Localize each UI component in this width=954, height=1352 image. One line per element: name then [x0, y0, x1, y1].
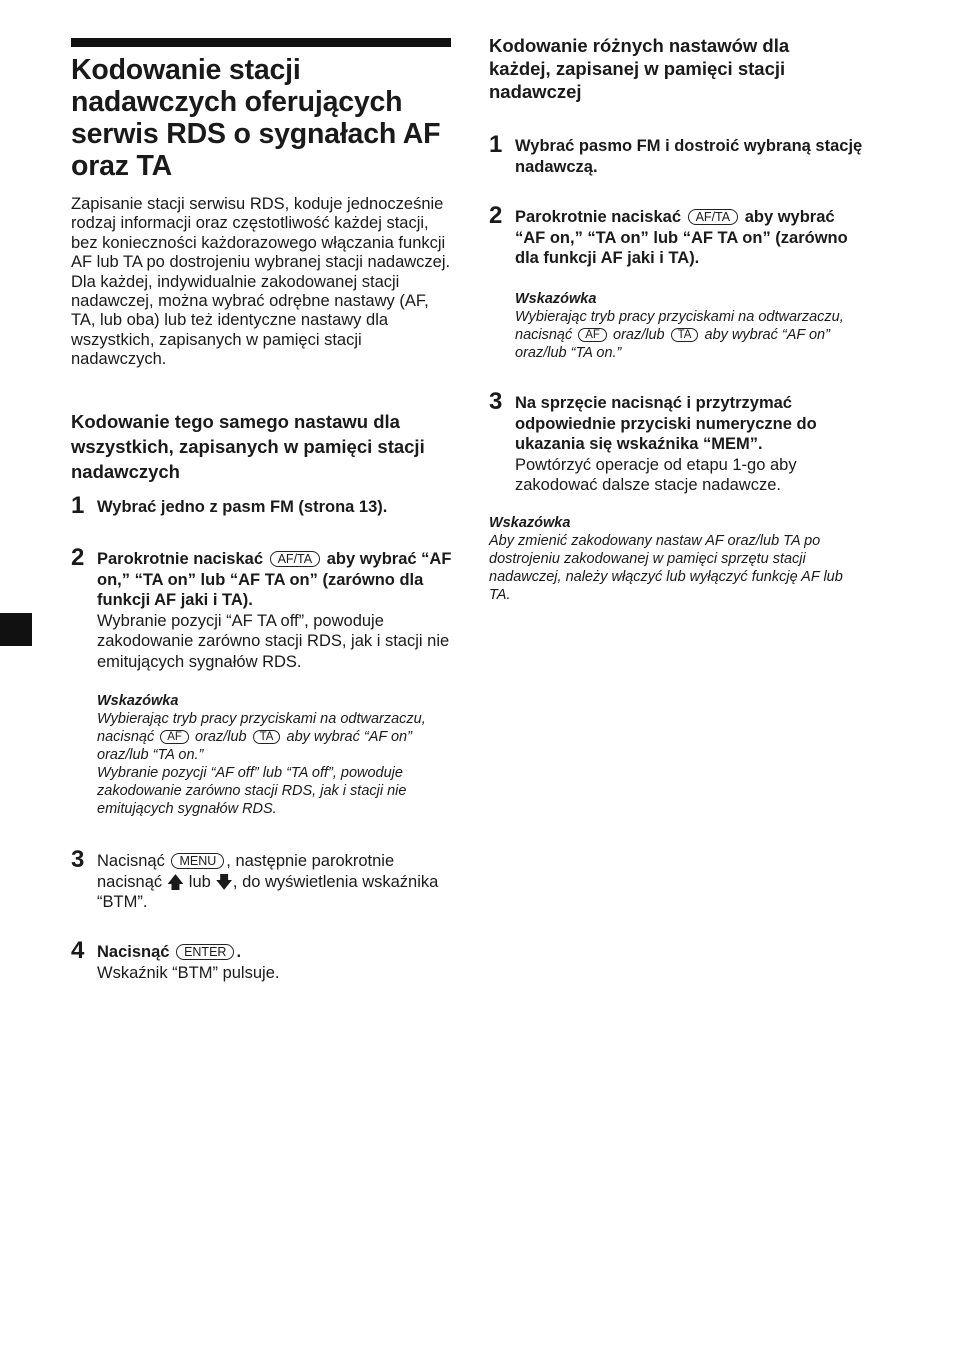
step-number: 1 [489, 131, 503, 158]
step-4 [71, 937, 455, 983]
step-instruction: Parokrotnie naciskać [515, 208, 681, 226]
step-instruction-cont: , następnie parokrotnie nacisnąć [97, 852, 395, 891]
step-1 [489, 131, 869, 177]
step-3 [71, 846, 455, 913]
step-instruction-cont: aby wybrać “AF on,” “TA on” lub “AF TA on” (zarówno dla funkcji AF jaki i TA). [515, 208, 848, 267]
step-instruction: Parokrotnie naciskać [97, 550, 263, 568]
af-ta-button: AF/TA [688, 209, 739, 225]
punctuation: . [236, 943, 242, 961]
step-instruction: Na sprzęcie nacisnąć i przytrzymać odpowiednie przyciski numeryczne do ukazania się wskaźnika “MEM”. [515, 394, 817, 453]
step-2 [71, 544, 455, 672]
arrow-down-icon: 🡇 [215, 872, 233, 892]
step-instruction: Wybrać jedno z pasm FM (strona 13). [97, 498, 388, 516]
section-heading-same-setting: Kodowanie tego samego nastawu dla wszystkich, zapisanych w pamięci stacji nadawczych [71, 411, 425, 482]
tip-title: Wskazówka [515, 291, 597, 307]
step-number: 3 [71, 846, 85, 873]
section-heading-different-settings: Kodowanie różnych nastawów dla każdej, zapisanej w pamięci stacji nadawczej [489, 35, 790, 102]
intro-paragraph: Zapisanie stacji serwisu RDS, koduje jednocześnie rodzaj informacji oraz częstotliwość każdej stacji, bez konieczności każdorazowego włączania funkcji AF lub TA po dostrojeniu wybranej stacji nadawczej. Dla każdej, indywidualnie zakodowanej stacji nadawczej, można wybrać odrębne nastawy (AF, TA, lub oba) lub też identyczne nastawy dla wszystkich, zapisanych w pamięci stacji nadawczych. [71, 195, 451, 369]
step-instruction-cont: aby wybrać “AF on,” “TA on” lub “AF TA on” (zarówno dla funkcji AF jaki i TA). [97, 550, 452, 609]
step-number: 3 [489, 388, 503, 415]
tip-text: oraz/lub [195, 729, 247, 745]
step-note: Powtórzyć operacje od etapu 1-go aby zakodować dalsze stacje nadawcze. [515, 455, 797, 494]
tip-box [515, 290, 865, 362]
page-title: Kodowanie stacji nadawczych oferujących serwis RDS o sygnałach AF oraz TA [71, 54, 441, 182]
step-number: 4 [71, 937, 85, 964]
step-number: 1 [71, 492, 85, 519]
step-instruction: Nacisnąć [97, 943, 170, 961]
step-1 [71, 492, 455, 519]
tip-text: Aby zmienić zakodowany nastaw AF oraz/lub TA po dostrojeniu zakodowanej w pamięci sprzętu stacji nadawczej, należy włączyć lub wyłączyć funkcję AF lub TA. [489, 533, 843, 603]
tip-text: Wybierając tryb pracy przyciskami na odtwarzaczu, nacisnąć [515, 309, 844, 343]
tip-title: Wskazówka [489, 515, 571, 531]
ta-button: TA [671, 328, 699, 342]
tip-title: Wskazówka [97, 693, 179, 709]
arrow-up-icon: 🡅 [166, 872, 185, 892]
tip-text: Wybranie pozycji “AF off” lub “TA off”, powoduje zakodowanie zarówno stacji RDS, jak i stacji nie emitujących sygnałów RDS. [97, 765, 407, 817]
tip-box [489, 514, 864, 604]
step-instruction-cont: , do wyświetlenia wskaźnika “BTM”. [97, 872, 439, 911]
title-rule [71, 38, 451, 47]
step-instruction-cont: lub [188, 872, 211, 891]
tip-text: Wybierając tryb pracy przyciskami na odtwarzaczu, nacisnąć [97, 711, 426, 745]
enter-button: ENTER [176, 944, 234, 960]
af-ta-button: AF/TA [270, 551, 321, 567]
step-3 [489, 388, 869, 496]
af-button: AF [578, 328, 607, 342]
tip-text: oraz/lub [613, 327, 665, 343]
section-tab-marker [0, 613, 32, 646]
af-button: AF [160, 730, 189, 744]
step-note: Wybranie pozycji “AF TA off”, powoduje zakodowanie zarówno stacji RDS, jak i stacji nie emitujących sygnałów RDS. [97, 611, 450, 671]
step-instruction: Wybrać pasmo FM i dostroić wybraną stację nadawczą. [515, 137, 863, 176]
ta-button: TA [253, 730, 281, 744]
tip-text: aby wybrać “AF on” oraz/lub “TA on.” [515, 327, 830, 361]
tip-box [97, 692, 457, 818]
step-note: Wskaźnik “BTM” pulsuje. [97, 963, 280, 982]
step-instruction: Nacisnąć [97, 852, 165, 870]
step-number: 2 [71, 544, 85, 571]
menu-button: MENU [171, 853, 224, 869]
step-2 [489, 202, 869, 269]
tip-text: aby wybrać “AF on” oraz/lub “TA on.” [97, 729, 412, 763]
step-number: 2 [489, 202, 503, 229]
